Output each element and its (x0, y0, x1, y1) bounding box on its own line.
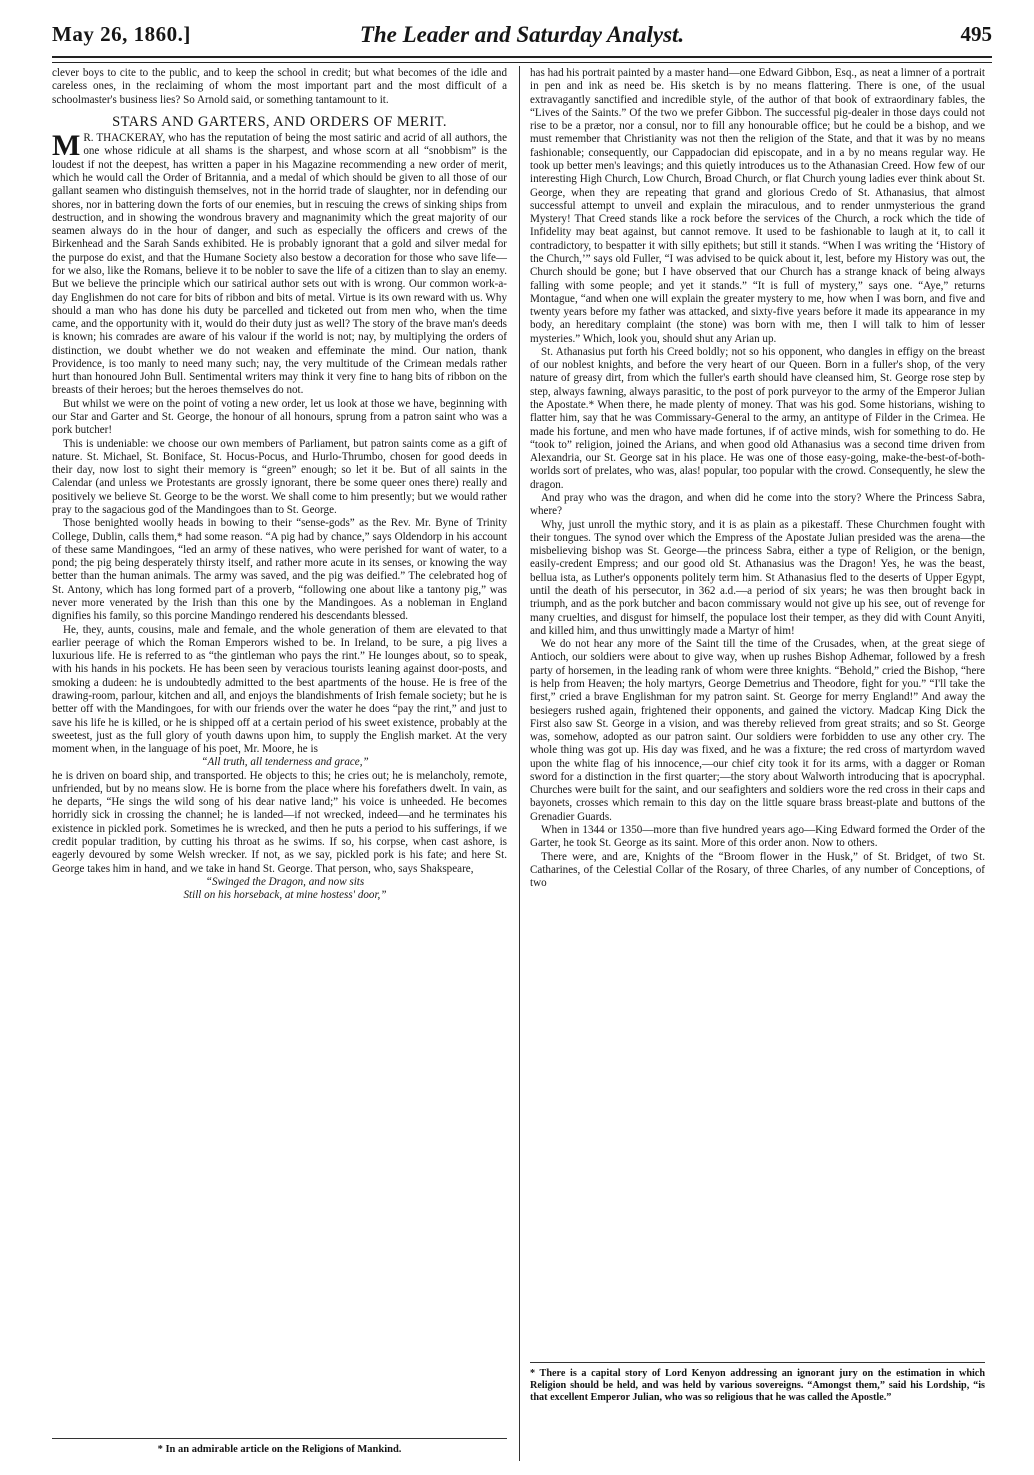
article-paragraph-4: Those benighted woolly heads in bowing to their “sense-gods” as the Rev. Mr. Byne of Trinity College, Dublin, calls them,* had some reason. “A pig had by chance,” says Oldendorp in his account of these same Mandingoes, “led an army of these natives, who were perished for want of water, to a pond; the pig being desperately thirsty itself, and rather more acute in its senses, or knowing the way better than the human animals. The army was saved, and the pig was deified.” The celebrated hog of St. Antony, which has long formed part of a proverb, “following one about like a tantony pig,” was never more venerated by the Irish than this one by the Mandingoes. As a nobleman in England dignifies his family, so this porcine Mandingo rendered his descendants blessed. (52, 517, 507, 623)
verse-quote-1: “All truth, all tenderness and grace,” (201, 756, 369, 769)
right-column (530, 67, 985, 890)
intro-paragraph: clever boys to cite to the public, and to keep the school in credit; but what becomes of the idle and careless ones, in the reclaiming of whom the most important part and the most difficult of a schoolmaster's business lies? So Arnold said, or something tantamount to it. (52, 67, 507, 106)
right-paragraph-4: Why, just unroll the mythic story, and it is as plain as a pikestaff. These Churchmen fought with their tongues. The synod over which the Empress of the Apostate Julian presided was the arena—the misbelieving bishop was St. George—the princess Sabra, either a type of Religion, or the benign, easily-credent Empress; and our good old St. Athanasius was the Dragon! Yes, he was the beast, bellua ista, as Luther's opponents politely term him. St Athanasius fled to the deserts of Upper Egypt, until the death of his persecutor, in 362 a.d.—a period of six years; he was then brought back in triumph, and as the pork butcher and bacon commissary would not give up his see, out of revenge for many cruelties, and disgust for himself, the populace lost their temper, as they did with Count Anyiti, and killed him, and thus unwittingly made a Martyr of him! (530, 518, 985, 637)
left-footnote: * In an admirable article on the Religions of Mankind. (157, 1444, 402, 1455)
right-paragraph-1: has had his portrait painted by a master hand—one Edward Gibbon, Esq., as neat a limner of a portrait in pen and ink as need be. His sketch is by no means flattering. There is one, of the usual extravagantly sanctified and incredible style, of the author of that book of extraordinary fables, the “Lives of the Saints.” Of the two we prefer Gibbon. The successful pig-dealer in those days could not rise to be a prætor, nor a consul, nor to fill any honourable office; but he could be a bishop, and we must remember that Christianity was not then the religion of the State, and that it was by no means fashionable; consequently, our Cappadocian did episcopate, and in a by no means regular way. He took up better men's leavings; and this quietly introduces us to the Athanasian Creed. How few of our interesting High Church, Low Church, Broad Church, or flat Church young ladies ever think about St. George, when they are repeating that grand and glorious Credo of St. Athanasius, that almost successful attempt to unveil and explain the miraculous, and to render unmysterious the grand Mystery! That Creed stands like a rock before the services of the Church, a rock which the tide of Infidelity may beat against, but cannot remove. It used to be fashionable to laugh at it, to call it contradictory, to bespatter it with silly epithets; but still it stands. “When I was writing the ‘History of the Church,’” says old Fuller, “I was advised to be quick about it, lest, before my History was out, the Church should be gone; but I have observed that our Church has a strange knack of being always falling with some people; and yet it stands.” “It is full of mystery,” says one. “Aye,” returns Montague, “and when one will explain the greater mystery to me, how when I was born, and five and twenty years before my father was attacked, and sixty-five years before it made its appearance in my body, an hereditary complaint (the stone) was born with me, then I will talk to him of lesser mysteries.” Which, look you, should shut any Arian up. (530, 67, 985, 345)
issue-date: May 26, 1860.] (52, 22, 191, 46)
paragraph-text: R. THACKERAY, who has the reputation of being the most satiric and acrid of all authors, the one whose ridicule at all shams is the sharpest, and whose scorn at all “snobbism” is the loudest if not the deepest, has written a paper in his Magazine recommending a new order of merit, which he would call the Order of Britannia, and a medal of which should be given to all those of our gallant seamen who distinguish themselves, not in the horrid trade of slaughter, nor in defending our shores, nor in battering down the forts of our enemies, but in rescuing the crews of sinking ships from destruction, and in showing the wondrous bravery and magnanimity which the great majority of our seamen always do in the hour of danger, and such as especially the officers and crews of the Birkenhead and the Sarah Sands exhibited. He is probably ignorant that a gold and silver medal for the purpose do exist, and that the Humane Society also bestow a decoration for those who save life—for we also, like the Romans, believe it to be nobler to save the life of a citizen than to slay an enemy. But we believe the principle which our satirical author sets out with is wrong. Our common work-a-day Englishmen do not care for bits of ribbon and bits of metal. Virtue is its own reward with us. Why should a man who has done his duty be parcelled and ticketed out from men who, when the time came, and the opportunity with it, would do their duty just as well? The story of the brave man's deeds is known; his comrades are aware of his valour if the world is not; nay, by multiplying the orders of distinction, we doubt whether we do not weaken and effeminate the mind. Our nation, thank Providence, is too manly to need many such; nay, the very multitude of the Crimean medals rather hurt than honoured John Bull. Sentimental writers may think it very fine to hang bits of ribbon on the breasts of their heroes; but the heroes themselves do not. (52, 132, 507, 397)
left-footnote-rule (52, 1438, 507, 1439)
verse-quote-2b: Still on his horseback, at mine hostess' door,” (183, 889, 387, 902)
article-paragraph-1 (52, 129, 507, 398)
article-paragraph-5: He, they, aunts, cousins, male and female, and the whole generation of them are elevated to that earlier peerage of which the Roman Emperors wished to be. In Ireland, to be sure, a pig lives a luxurious life. He is referred to as “the gintleman who pays the rint.” He lounges about, so to speak, with his hands in his pockets. He has been seen by veracious tourists leaning against door-posts, and smoking a dudeen: he is undoubtedly admitted to the best apartments of the house. He is free of the drawing-room, parlour, kitchen and all, and enjoys the blandishments of Irish female society; but he is better off with the Mandingoes, for with our friends over the water he does “pay the rint,” and just to save his life he is killed, or he is shipped off at a certain period of his sweet existence, probably at the sweetest, just as the full glory of youth dawns upon him, to supply the English market. At the very moment when, in the language of his poet, Mr. Moore, he is (52, 623, 507, 756)
drop-cap: M (52, 129, 81, 163)
page-header (52, 22, 992, 52)
left-column (52, 67, 507, 902)
right-footnote-rule (530, 1362, 985, 1363)
page-number: 495 (960, 22, 992, 46)
article-heading: STARS AND GARTERS, AND ORDERS OF MERIT. (112, 113, 447, 130)
right-paragraph-7: There were, and are, Knights of the “Broom flower in the Husk,” of St. Bridget, of two St. Catharines, of the Celestial Collar of the Rosary, of three Charles, of any number of Conceptions, of two (530, 850, 985, 890)
column-divider (519, 66, 520, 1461)
header-rule (52, 56, 992, 63)
publication-title: The Leader and Saturday Analyst. (359, 22, 685, 47)
right-paragraph-3: And pray who was the dragon, and when did he come into the story? Where the Princess Sabra, where? (530, 492, 985, 518)
verse-quote-2a: “Swinged the Dragon, and now sits (205, 875, 365, 888)
article-paragraph-3: This is undeniable: we choose our own members of Parliament, but patron saints come as a gift of nature. St. Michael, St. Boniface, St. Hocus-Pocus, and Hurlo-Thrumbo, chosen for good deeds in their day, now lost to sight their memory is “green” enough; so let it be. But of all saints in the Calendar (and unless we Protestants are grossly ignorant, there be some queer ones there) really and positively we believe St. George to be the worst. We shall come to him presently; but we would rather pray to the sagacious god of the Mandingoes than to St. George. (52, 437, 507, 516)
article-paragraph-2: But whilst we were on the point of voting a new order, let us look at those we have, beginning with our Star and Garter and St. George, the honour of all honours, sprung from a patron saint who was a pork butcher! (52, 397, 507, 437)
right-paragraph-6: When in 1344 or 1350—more than five hundred years ago—King Edward formed the Order of the Garter, he took St. George as its saint. More of this order anon. Now to others. (530, 824, 985, 850)
right-footnote: * There is a capital story of Lord Kenyon addressing an ignorant jury on the estimation in which Religion should be held, and was held by various sovereigns. “Amongst them,” said his Lordship, “is that excellent Emperor Julian, who was so religious that he was called the Apostle.” (530, 1368, 985, 1403)
right-paragraph-2: St. Athanasius put forth his Creed boldly; not so his opponent, who dangles in effigy on the breast of our noblest knights, and before the very heart of our Queen. Born in a fuller's shop, of the very nature of greasy dirt, from which the fuller's earth should have cleansed him, St. George rose step by step, always fawning, always parasitic, to the post of pork purveyor to the army of the Emperor Julian the Apostate.* When there, he made plenty of money. That was his god. Some historians, wishing to flatter him, say that he was Commissary-General to the army, an antitype of Filder in the Crimea. He made his fortune, and men who have made fortunes, if of active minds, wish for something to do. He “took to” religion, joined the Arians, and when good old Athanasius was a second time driven from Alexandria, our St. George sat in his place. He was one of those easy-going, make-the-best-of-both-worlds sort of prelates, who was, alas! popular, too popular with the crowd. Consequently, he slew the dragon. (530, 345, 985, 491)
right-paragraph-5: We do not hear any more of the Saint till the time of the Crusades, when, at the great siege of Antioch, our soldiers were about to give way, when up rushes Bishop Adhemar, followed by a fresh party of horsemen, in the leading rank of whom were three knights. “Behold,” cried the Bishop, “here is help from Heaven; the holy martyrs, George Demetrius and Theodore, fight for you.” “I'll take the first,” cried a brave Englishman for my patron saint. St. George for merry England!” And away the besiegers rushed again, frightened their opponents, and gained the victory. Madcap King Dick the First also saw St. George in a vision, and was thereby relieved from great straits; and so St. George was, somehow, adopted as our patron saint. Our soldiers were forbidden to use any other cry. The whole thing was got up. His day was fixed, and he was a fixture; the red cross of martyrdom waved upon the white flag of his innocence,—our chief city took it for its arms, with a dagger or Roman sword for a distinction in the first quarter;—the story about Walworth introducing that is apocryphal. Churches were built for the saint, and our seafighters and soldiers wore the red cross in their caps and bayonets, crosses which remain to this day on the little square brass breast-plate and buttons of the Grenadier Guards. (530, 638, 985, 823)
article-paragraph-6: he is driven on board ship, and transported. He objects to this; he cries out; he is melancholy, remote, unfriended, but by no means slow. He is borne from the place where his forefathers dwelt. In vain, as he departs, “He sings the wild song of his dear native land;” his voice is unheeded. He becomes horridly sick in crossing the channel; he is landed—if not wrecked, indeed—and he terminates his existence in pickled pork. Sometimes he is wrecked, and then he puts a period to his sufferings, if we credit popular tradition, by cutting his throat as he swims. If so, his corpse, when cast ashore, is eagerly devoured by some Welsh wrecker. If not, as we say, pickled pork is his fate; and here St. George takes him in hand, and we take in hand St. George. That person, who, says Shakspeare, (52, 769, 507, 875)
